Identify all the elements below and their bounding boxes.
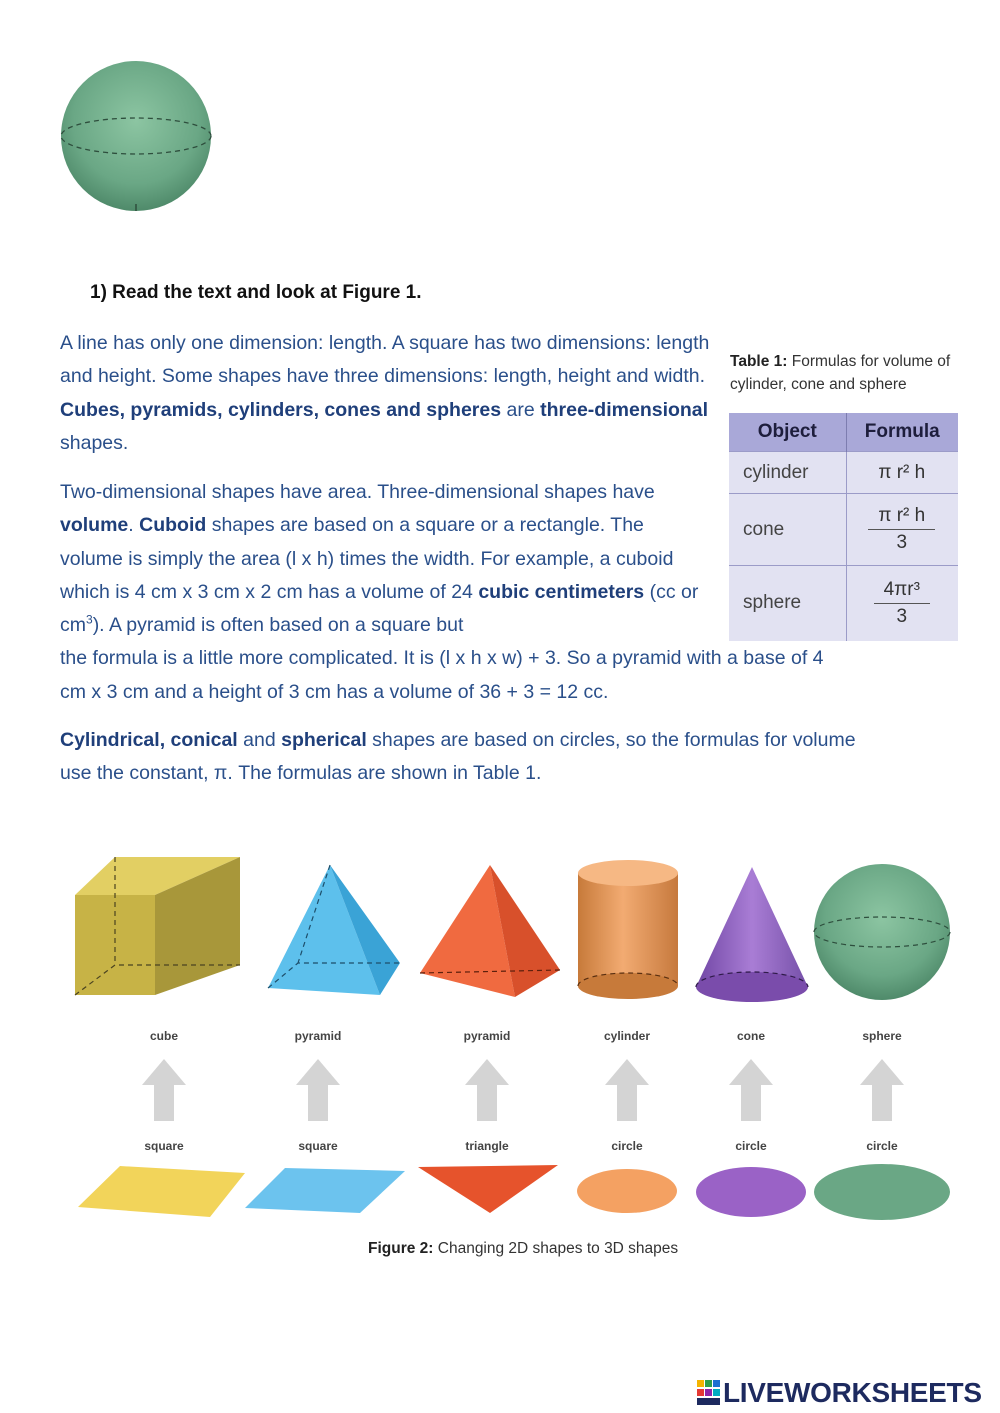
label-sphere: sphere (862, 1029, 902, 1043)
paragraph-dimensions: A line has only one dimension: length. A square has two dimensions: length and height. Some shapes have three dimensions: length, height and width. Cubes, pyramids, cylinders, cones and spheres are three-dimensional shapes. (60, 332, 710, 454)
label-pyramid-2: pyramid (463, 1029, 511, 1043)
header-formula: Formula (846, 413, 958, 452)
formula-sphere: $\frac{\text{4πr³}}{3}$ (846, 566, 958, 641)
liveworksheets-logo-icon (697, 1380, 721, 1406)
table-row (729, 494, 958, 566)
table-caption: Table 1: Formulas for volume of cylinder, cone and sphere (730, 353, 951, 393)
label-cone: cone (736, 1029, 766, 1043)
sphere-shape (814, 864, 950, 1000)
red-triangle-shape (418, 1165, 558, 1213)
blue-square-shape (245, 1168, 405, 1213)
square-pyramid-shape (268, 865, 400, 995)
liveworksheets-brand (697, 1376, 982, 1410)
label-pyramid-1: pyramid (294, 1029, 342, 1043)
label-square-1: square (144, 1139, 184, 1153)
cylinder-shape (578, 860, 678, 999)
header-object: Object (729, 413, 846, 452)
up-arrow-icon (729, 1059, 773, 1121)
table-header-row (729, 413, 958, 452)
label-square-2: square (298, 1139, 338, 1153)
shapes-figure (60, 855, 960, 1235)
label-triangle: triangle (465, 1139, 509, 1153)
yellow-square-shape (78, 1166, 245, 1217)
figure-caption: Figure 2: Changing 2D shapes to 3D shapes (368, 1240, 679, 1257)
paragraph-circles: Cylindrical, conical and spherical shapes are based on circles, so the formulas for volume use the constant, π. The formulas are shown in Table 1. (60, 729, 856, 785)
formula-cone: $\frac{\text{π r² h}}{3}$ (846, 494, 958, 566)
formula-cylinder: π r² h (846, 452, 958, 494)
cube-shape (75, 857, 240, 995)
sphere-illustration (58, 58, 214, 214)
object-sphere: sphere (729, 566, 846, 641)
table-row (729, 452, 958, 494)
green-circle-shape (814, 1164, 950, 1220)
label-circle-2: circle (735, 1139, 767, 1153)
table-row (729, 566, 958, 641)
up-arrow-icon (605, 1059, 649, 1121)
triangular-pyramid-shape (420, 865, 560, 997)
up-arrow-icon (465, 1059, 509, 1121)
formula-table (729, 413, 958, 641)
orange-circle-shape (577, 1169, 677, 1213)
object-cone: cone (729, 494, 846, 566)
label-circle-1: circle (611, 1139, 643, 1153)
label-cylinder: cylinder (603, 1029, 651, 1043)
cone-shape (696, 867, 808, 1002)
label-cube: cube (149, 1029, 179, 1043)
brand-name: LIVEWORKSHEETS (723, 1377, 982, 1408)
question-heading: 1) Read the text and look at Figure 1. (90, 282, 422, 303)
up-arrow-icon (860, 1059, 904, 1121)
object-cylinder: cylinder (729, 452, 846, 494)
purple-circle-shape (696, 1167, 806, 1217)
up-arrow-icon (296, 1059, 340, 1121)
label-circle-3: circle (866, 1139, 898, 1153)
paragraph-volume: Two-dimensional shapes have area. Three-dimensional shapes have volume. Cuboid shapes are based on a square or a rectangle. The volume is simply the area (l x h) times the width. For example, a cuboid which is 4 cm x 3 cm x 2 cm has a volume of 24 cubic centimeters (cc or $cm^3$). A pyramid is often based on a square but the formula is a little more complicated. It is (l x h x w) + 3. So a pyramid with a base of 4 cm x 3 cm and a height of 3 cm has a volume of 36 + 3 = 12 cc. (60, 481, 824, 703)
up-arrow-icon (142, 1059, 186, 1121)
